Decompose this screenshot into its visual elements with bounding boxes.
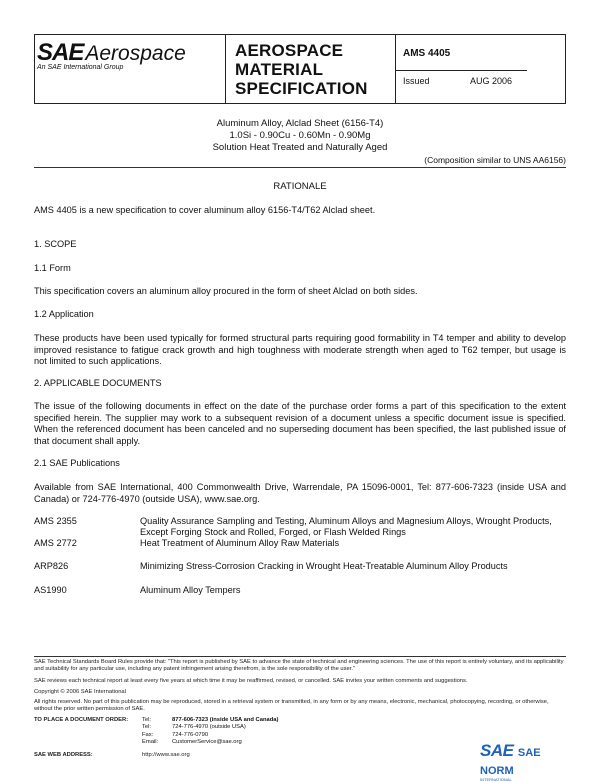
contact-value: 724-776-4970 (outside USA) — [172, 724, 246, 731]
header-divider — [395, 35, 396, 103]
sae-publications-text: Available from SAE International, 400 Commonwealth Drive, Warrendale, PA 15096-0001, Tel: 877-606-7323 (inside USA and Canada) or 724-776-4970 (outside USA), www.sae.org. — [34, 482, 566, 504]
rationale-text: AMS 4405 is a new specification to cover aluminum alloy 6156-T4/T62 Alclad sheet. — [34, 205, 376, 215]
section-form: 1.1 Form — [34, 263, 71, 273]
spec-title-line: Solution Heat Treated and Naturally Aged — [212, 142, 388, 153]
contact-value: 877-606-7323 (inside USA and Canada) — [172, 717, 279, 723]
sae-norm-logo — [480, 741, 570, 782]
title-separator — [34, 167, 566, 168]
contact-label: Tel: — [142, 717, 152, 723]
contact-label: Fax: — [142, 731, 154, 738]
issued-label: Issued — [403, 76, 430, 86]
logo-tagline: An SAE International Group — [37, 64, 124, 71]
form-text: This specification covers an aluminum alloy procured in the form of sheet Alclad on both sides. — [34, 286, 418, 296]
reference-code: AMS 2355 — [34, 516, 77, 526]
reference-code: AS1990 — [34, 585, 67, 595]
header-box — [34, 34, 566, 104]
spec-title-line: Aluminum Alloy, Alclad Sheet (6156-T4) — [216, 118, 384, 129]
logo-aerospace: Aerospace — [85, 42, 186, 65]
doc-number: AMS 4405 — [403, 48, 451, 59]
contact-label: Email: — [142, 739, 159, 746]
reference-description: Quality Assurance Sampling and Testing, Aluminum Alloys and Magnesium Alloys, Wrought Products, Except Forging Stock and Rolled, Forged, or Flash Welded Rings — [140, 516, 552, 537]
reference-code: AMS 2772 — [34, 538, 77, 548]
contact-label: Tel: — [142, 724, 152, 731]
section-sae-publications: 2.1 SAE Publications — [34, 458, 120, 468]
title-line: SPECIFICATION — [235, 79, 368, 98]
reference-code: ARP826 — [34, 561, 69, 571]
issued-date: AUG 2006 — [470, 76, 513, 86]
applicable-documents-text: The issue of the following documents in effect on the date of the purchase order forms a part of this specification to the extent specified herein. The supplier may work to a subsequent revision of a document unless a specific document issue is specified. When the referenced document has been canceled and no superseding document has been specified, the last published issue of that document shall apply. — [34, 401, 566, 446]
footer-review: SAE reviews each technical report at least every five years at which time it may be reaffirmed, revised, or cancelled. SAE invites your written comments and suggestions. — [34, 678, 468, 684]
norm-logo-sub: INTERNATIONAL — [480, 777, 512, 782]
section-scope: 1. SCOPE — [34, 239, 77, 249]
order-label: TO PLACE A DOCUMENT ORDER: — [34, 717, 129, 723]
web-label: SAE WEB ADDRESS: — [34, 752, 93, 758]
footer-policy: SAE Technical Standards Board Rules provide that: "This report is published by SAE to advance the state of technical and engineering sciences. The use of this report is entirely voluntary, and its applicability and suitability for any particular use, including any patent infringement arising therefrom, is the sole responsibility of the user." — [34, 659, 564, 673]
document-type-title — [235, 41, 368, 98]
section-applicable-documents: 2. APPLICABLE DOCUMENTS — [34, 378, 162, 388]
spec-title-line: 1.0Si - 0.90Cu - 0.60Mn - 0.90Mg — [229, 130, 371, 141]
composition-note: (Composition similar to UNS AA6156) — [424, 155, 566, 165]
footer-copyright: Copyright © 2006 SAE International — [34, 689, 126, 695]
reference-description: Aluminum Alloy Tempers — [140, 585, 241, 595]
footer-rights: All rights reserved. No part of this publication may be reproduced, stored in a retrieval system or transmitted, in any form or by any means, electronic, mechanical, photocopying, recording, or otherwise, without the prior written permission of SAE. — [34, 699, 549, 713]
title-line: MATERIAL — [235, 60, 324, 79]
contact-value: 724-776-0790 — [172, 731, 209, 738]
email-link[interactable]: CustomerService@sae.org — [172, 739, 242, 746]
reference-description: Minimizing Stress-Corrosion Cracking in Wrought Heat-Treatable Aluminum Alloy Products — [140, 561, 508, 571]
contact-table — [142, 717, 278, 747]
norm-logo-text: SAE NORM — [480, 747, 541, 777]
sae-aerospace-logo — [37, 39, 186, 71]
application-text: These products have been used typically for formed structural parts requiring good formability in T4 temper and ability to develop improved resistance to fatigue crack growth and high toughness with moderate strength when aged to T62 temper, but usage is not limited to such applications. — [34, 333, 566, 366]
reference-description: Heat Treatment of Aluminum Alloy Raw Materials — [140, 538, 340, 548]
logo-sae: SAE — [37, 39, 84, 66]
web-link[interactable]: http://www.sae.org — [142, 752, 190, 758]
title-line: AEROSPACE — [235, 41, 344, 60]
header-divider — [395, 70, 527, 71]
section-application: 1.2 Application — [34, 309, 94, 319]
norm-logo-sae: SAE — [480, 741, 514, 760]
spec-title — [0, 118, 600, 154]
header-divider — [225, 35, 226, 103]
rationale-heading: RATIONALE — [273, 181, 327, 192]
footer-separator — [34, 656, 566, 657]
